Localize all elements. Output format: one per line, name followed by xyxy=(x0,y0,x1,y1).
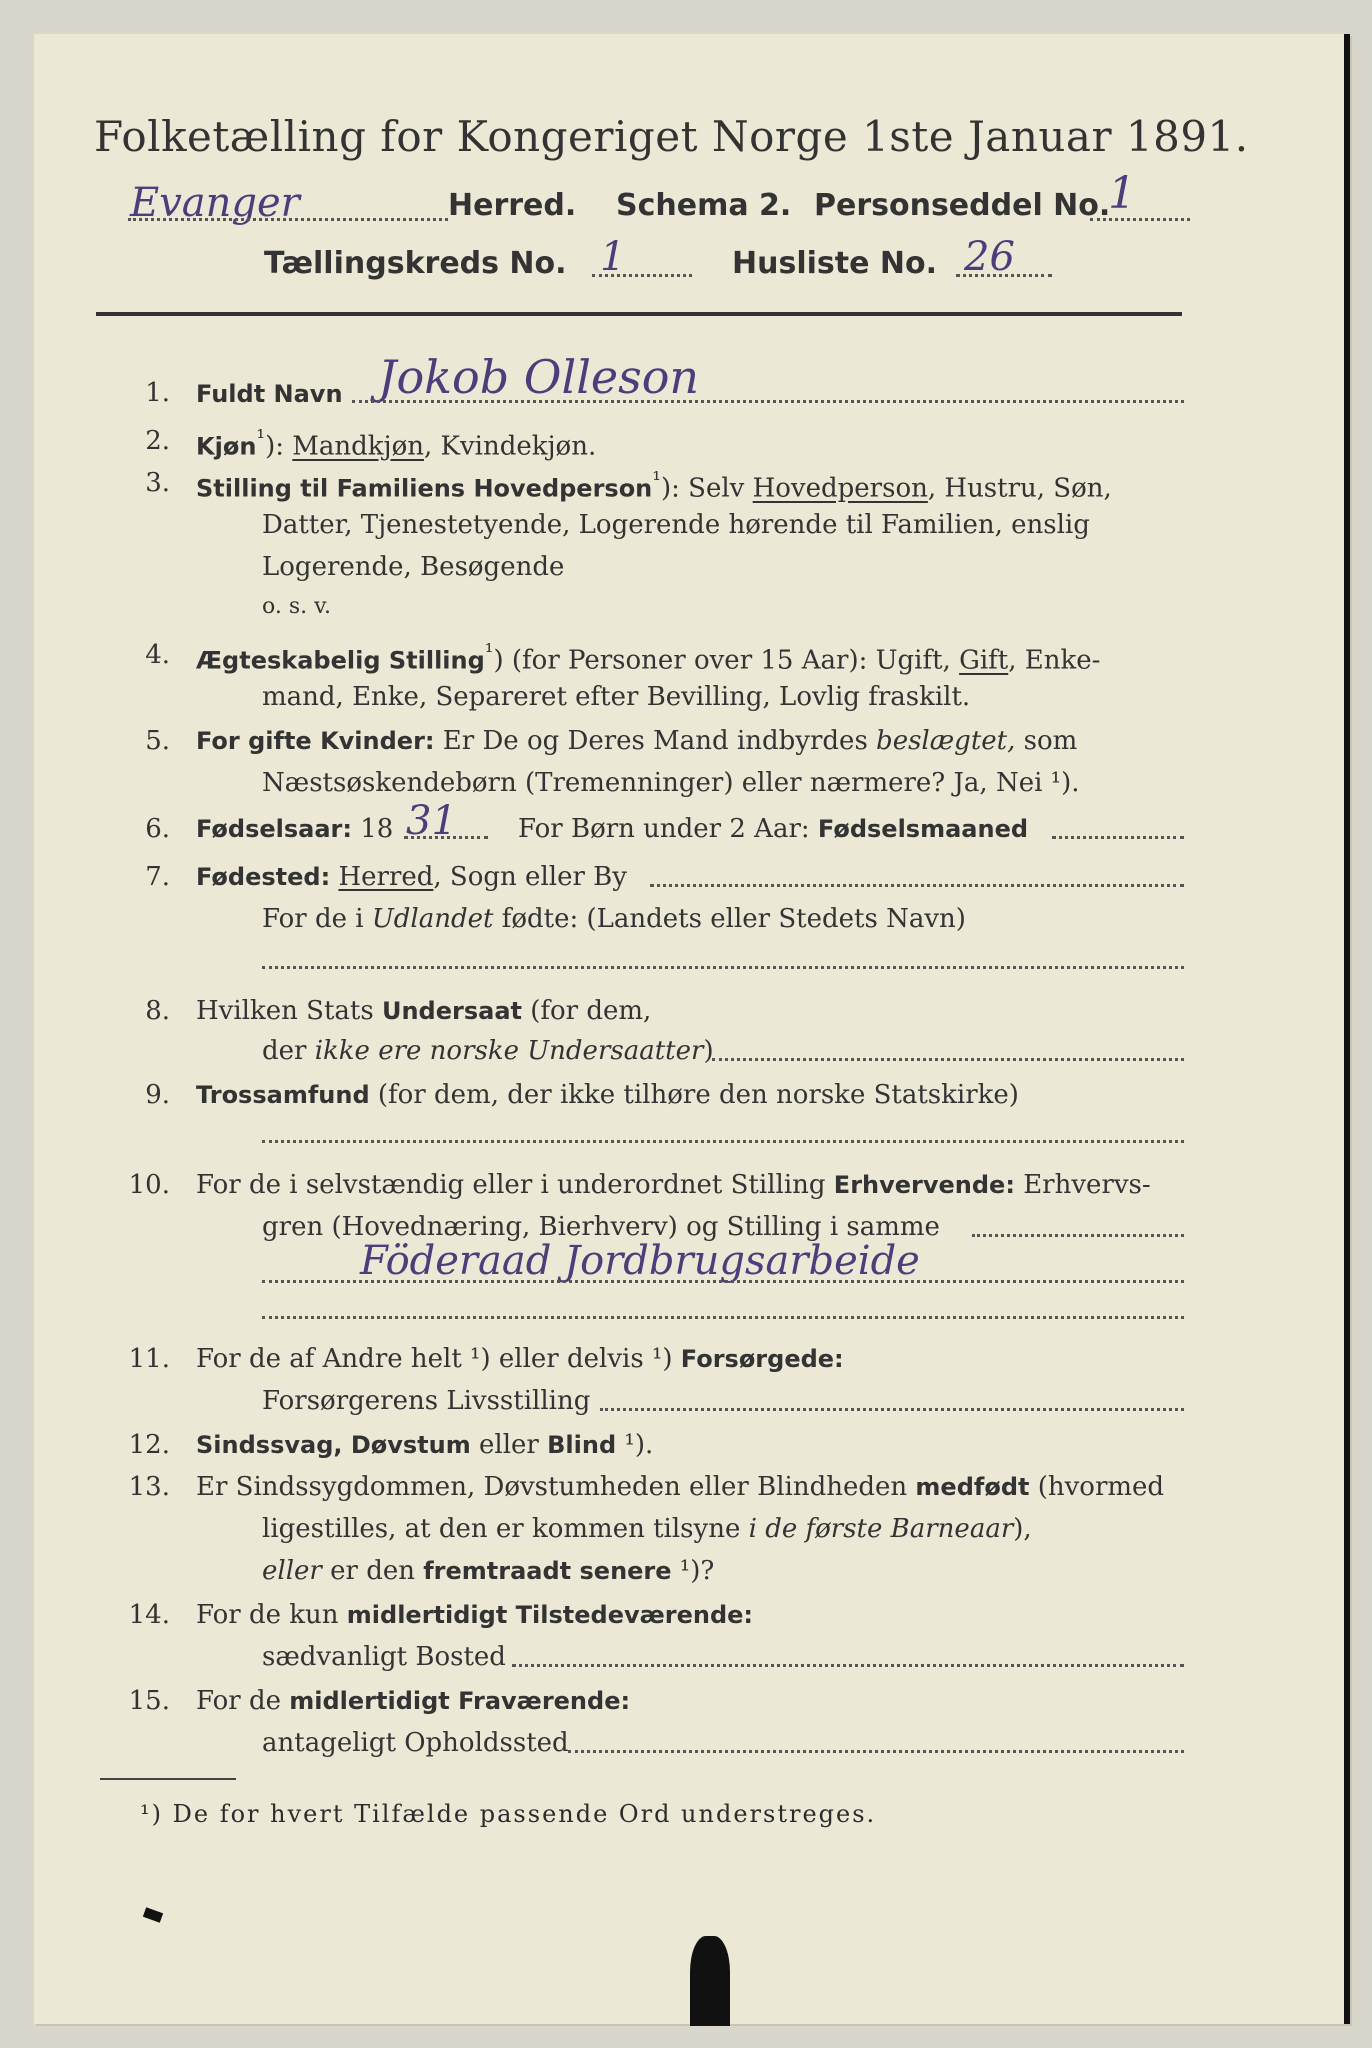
undersaat-line-2 xyxy=(262,1036,714,1066)
fremtraadt-label: fremtraadt senere xyxy=(423,1557,672,1585)
item-number: 10. xyxy=(128,1170,170,1200)
undersaat-label: Undersaat xyxy=(381,997,522,1025)
binding-mark xyxy=(690,1936,730,2026)
item-number: 4. xyxy=(145,640,170,670)
forsorgede-label: Forsørgede: xyxy=(680,1345,844,1373)
udland-dotted-line xyxy=(262,966,1184,969)
item-number: 9. xyxy=(145,1080,170,1110)
trossamfund-dotted-line xyxy=(262,1140,1184,1143)
tilstede-line-2: sædvanligt Bosted xyxy=(262,1642,506,1672)
trossamfund-rest: (for dem, der ikke tilhøre den norske Statskirke) xyxy=(369,1080,1019,1110)
fodested-label: Fødested: xyxy=(196,863,331,891)
fodselsmaaned-label: Fødselsmaaned xyxy=(817,815,1029,843)
tilstede-line xyxy=(196,1600,753,1630)
fodselsmaaned-pre: For Børn under 2 Aar: xyxy=(518,814,818,844)
medfodt-line-2 xyxy=(262,1514,1032,1544)
footnote-mark: ¹ xyxy=(256,426,266,451)
kreds-dotted-line xyxy=(592,274,692,277)
aegteskab-label: Ægteskabelig Stilling xyxy=(196,646,485,675)
aegteskab-line xyxy=(196,640,1100,676)
item-number: 6. xyxy=(145,814,170,844)
medfodt-line3-rest: ¹)? xyxy=(671,1556,715,1586)
stilling-selected-option: Hovedperson xyxy=(752,473,928,504)
item-number: 11. xyxy=(128,1344,170,1374)
footnote-mark: ¹ xyxy=(484,640,494,665)
year-prefix: 18 xyxy=(360,814,394,844)
fodselsmaaned-line xyxy=(518,814,1028,844)
item-number: 13. xyxy=(128,1472,170,1502)
aegteskab-pre: ) (for Personer over 15 Aar): Ugift, xyxy=(493,645,960,676)
form-title: Folketælling for Kongeriget Norge 1ste Januar 1891. xyxy=(94,112,1249,161)
eller-word: eller xyxy=(262,1556,322,1586)
stilling-line-2: Datter, Tjenestetyende, Logerende hørende til Familien, enslig xyxy=(262,510,1090,540)
undersaat-line xyxy=(196,996,651,1026)
item-number: 12. xyxy=(128,1430,170,1460)
fodested-dotted-line xyxy=(650,884,1184,887)
fravaerende-pre: For de xyxy=(196,1686,290,1716)
forsorgede-line-2: Forsørgerens Livsstilling xyxy=(262,1386,591,1416)
undersaat-rest: (for dem, xyxy=(521,996,652,1026)
husliste-label: Husliste No. xyxy=(732,246,937,281)
item-number: 15. xyxy=(128,1686,170,1716)
erhverv-pre: For de i selvstændig eller i underordnet Stilling xyxy=(196,1170,834,1200)
erhverv-line xyxy=(196,1170,1151,1200)
personseddel-label: Personseddel No. xyxy=(814,188,1111,223)
erhverv-dotted-line-2 xyxy=(262,1280,1184,1283)
udland-pre: For de i xyxy=(262,904,372,934)
aegteskab-rest: , Enke- xyxy=(1008,645,1101,676)
stilling-pre: ): Selv xyxy=(660,473,753,504)
sindssvag-rest: eller xyxy=(470,1430,548,1460)
fodested-rest: , Sogn eller By xyxy=(433,862,627,892)
gifte-pre: For xyxy=(196,727,249,755)
fuldt-navn-dotted-line xyxy=(352,400,1184,403)
fuldt-navn-handwritten: Jokob Olleson xyxy=(378,350,700,404)
item-number: 1. xyxy=(145,378,170,408)
undersaat-line2-pre: der xyxy=(262,1036,315,1066)
husliste-dotted-line xyxy=(956,274,1052,277)
census-form-sheet xyxy=(34,34,1350,2024)
forsorgede-line xyxy=(196,1344,844,1374)
fuldt-navn-label: Fuldt Navn xyxy=(196,380,343,408)
fravaerende-line xyxy=(196,1686,630,1716)
kjon-label: Kjøn xyxy=(196,432,257,461)
erhverv-rest: Erhvervs- xyxy=(1014,1170,1151,1200)
medfodt-line2-rest: ), xyxy=(1013,1514,1032,1544)
fodselsaar-line xyxy=(196,814,393,844)
item-number: 8. xyxy=(145,996,170,1026)
tilstede-pre: For de kun xyxy=(196,1600,347,1630)
medfodt-line-3 xyxy=(262,1556,714,1586)
erhverv-handwritten: Föderaad Jordbrugsarbeide xyxy=(360,1238,920,1284)
undersaat-line2-ital: ikke ere norske Undersaatter xyxy=(314,1036,704,1066)
kjon-paren: ): xyxy=(265,431,293,462)
erhverv-line-2: gren (Hovednæring, Bierhverv) og Stilling i samme xyxy=(262,1212,940,1242)
stilling-rest: , Hustru, Søn, xyxy=(927,473,1112,504)
stilling-label: Stilling til Familiens Hovedperson xyxy=(196,474,653,503)
husliste-handwritten: 26 xyxy=(964,234,1015,280)
kreds-handwritten: 1 xyxy=(600,234,626,280)
gifte-rest2: som xyxy=(1015,726,1078,756)
footnote: ¹) De for hvert Tilfælde passende Ord understreges. xyxy=(140,1800,877,1828)
kjon-line xyxy=(196,426,596,462)
sindssvag-line xyxy=(196,1430,653,1460)
fodselsaar-dotted-line xyxy=(404,836,488,839)
fodselsmaaned-dotted-line xyxy=(1052,836,1184,839)
stilling-line-4: o. s. v. xyxy=(262,594,331,619)
medfodt-line xyxy=(196,1472,1164,1502)
medfodt-line2-ital: i de første Barneaar xyxy=(748,1514,1014,1544)
personseddel-dotted-line xyxy=(1090,218,1190,221)
trossamfund-label: Trossamfund xyxy=(196,1081,370,1109)
medfodt-rest: (hvormed xyxy=(1029,1472,1165,1502)
fravaerende-dotted-line xyxy=(568,1750,1184,1753)
kjon-other-option: , Kvindekjøn. xyxy=(424,431,597,462)
aegteskab-selected-option: Gift xyxy=(959,645,1009,676)
gifte-kvinder-line xyxy=(196,726,1077,756)
forsorgede-pre: For de af Andre helt ¹) eller delvis ¹) xyxy=(196,1344,681,1374)
fodselsaar-label: Fødselsaar: xyxy=(196,815,352,843)
item-number: 3. xyxy=(145,468,170,498)
schema-label: Schema 2. xyxy=(616,188,792,223)
herred-handwritten: Evanger xyxy=(130,180,300,226)
undersaat-pre: Hvilken Stats xyxy=(196,996,382,1026)
header-divider xyxy=(96,312,1182,316)
fodested-selected-option: Herred xyxy=(338,862,434,892)
stilling-line-3: Logerende, Besøgende xyxy=(262,552,565,582)
footnote-mark: ¹ xyxy=(652,468,661,493)
kreds-label: Tællingskreds No. xyxy=(264,246,567,281)
medfodt-line2-pre: ligestilles, at den er kommen tilsyne xyxy=(262,1514,749,1544)
erhverv-dotted-line-3 xyxy=(262,1316,1184,1319)
fravaerende-label: midlertidigt Fraværende: xyxy=(289,1687,631,1715)
beslaegtet-word: beslægtet, xyxy=(876,726,1016,756)
medfodt-line3-pre: er den xyxy=(321,1556,424,1586)
gifte-kvinder-label: gifte Kvinder: xyxy=(248,727,435,755)
forsorgede-dotted-line xyxy=(600,1408,1184,1411)
sindssvag-rest2: ¹). xyxy=(616,1430,654,1460)
erhverv-dotted-line xyxy=(972,1234,1184,1237)
medfodt-pre: Er Sindssygdommen, Døvstumheden eller Blindheden xyxy=(196,1472,916,1502)
fodested-line xyxy=(196,862,627,892)
item-number: 7. xyxy=(145,862,170,892)
herred-label: Herred. xyxy=(448,188,577,223)
blind-label: Blind xyxy=(547,1431,617,1459)
herred-dotted-line xyxy=(128,218,448,221)
item-number: 14. xyxy=(128,1600,170,1630)
tilstede-label: midlertidigt Tilstedeværende: xyxy=(346,1601,754,1629)
footnote-rule xyxy=(100,1778,236,1780)
item-number: 2. xyxy=(145,426,170,456)
fodested-line-2 xyxy=(262,904,966,934)
undersaat-close-paren: ) xyxy=(703,1036,714,1066)
medfodt-label: medfødt xyxy=(915,1473,1030,1501)
fodselsaar-handwritten: 31 xyxy=(406,798,457,844)
stilling-line xyxy=(196,468,1112,504)
sindssvag-label: Sindssvag, Døvstum xyxy=(196,1431,471,1459)
erhverv-label: Erhvervende: xyxy=(833,1171,1015,1199)
item-number: 5. xyxy=(145,726,170,756)
kjon-selected-option: Mandkjøn xyxy=(292,431,424,462)
gifte-kvinder-line-2: Næstsøskendebørn (Tremenninger) eller nærmere? Ja, Nei ¹). xyxy=(262,768,1080,798)
fravaerende-line-2: antageligt Opholdssted xyxy=(262,1728,569,1758)
tilstede-dotted-line xyxy=(512,1664,1184,1667)
undersaat-dotted-line xyxy=(712,1058,1184,1061)
trossamfund-line xyxy=(196,1080,1019,1110)
personseddel-handwritten: 1 xyxy=(1108,168,1136,219)
aegteskab-line-2: mand, Enke, Separeret efter Bevilling, Lovlig fraskilt. xyxy=(262,682,971,712)
udland-rest: fødte: (Landets eller Stedets Navn) xyxy=(493,904,966,934)
udland-word: Udlandet xyxy=(371,904,494,934)
gifte-rest: Er De og Deres Mand indbyrdes xyxy=(434,726,877,756)
